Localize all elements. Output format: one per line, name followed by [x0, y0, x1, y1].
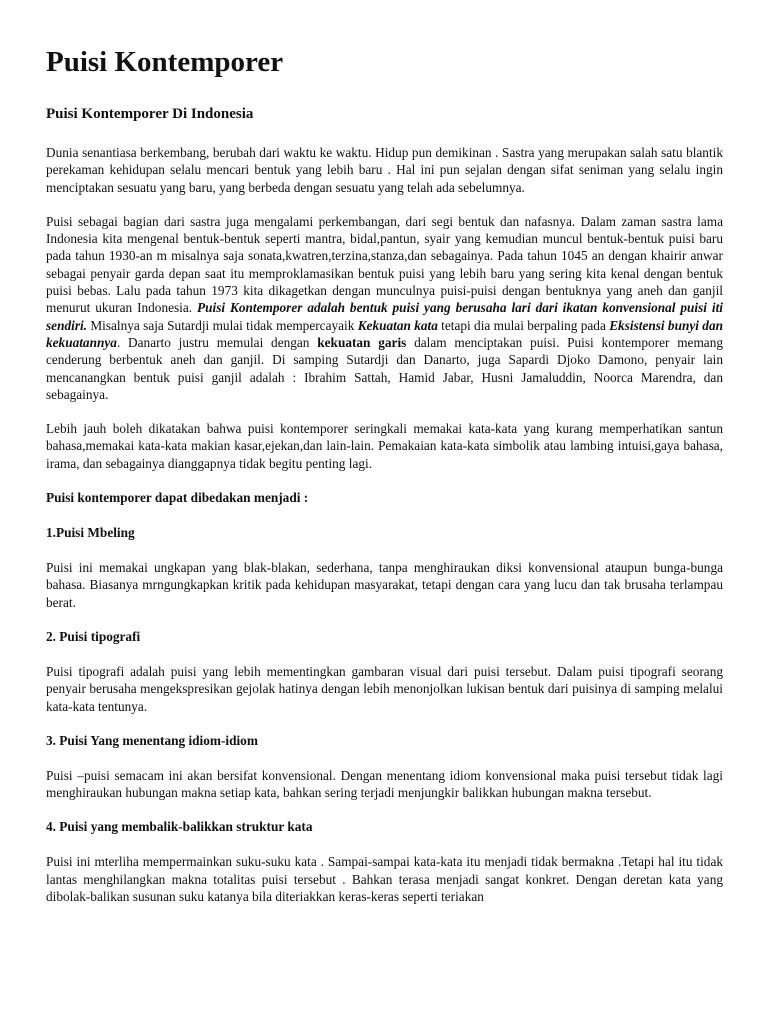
section-heading-struktur-kata: 4. Puisi yang membalik-balikkan struktur kata	[46, 819, 313, 835]
section-heading-tipografi: 2. Puisi tipografi	[46, 628, 141, 644]
paragraph-language: Lebih jauh boleh dikatakan bahwa puisi kontemporer seringkali memakai kata-kata yang kurang memperhatikan santun bahasa,memakai kata-kata makian kasar,ejekan,dan lain-lain. Pemakaian kata-kata simbolik atau lambing intuisi,gaya bahasa, irama, dan sebagainya dianggapnya tidak begitu penting lagi.	[46, 421, 723, 471]
page-title: Puisi Kontemporer	[46, 46, 284, 78]
paragraph-history-text-5: dalam menciptakan puisi. Puisi kontemporer memang cenderung berbentuk aneh dan ganjil. Di samping Sutardji dan Danarto, juga Sapardi Djoko Damono, penyair lain mencanangkan bentuk puisi ganjil adalah : Ibrahim Sattah, Hamid Jabar, Husni Jamaluddin, Noorca Marendra, dan sebagainya.	[46, 334, 723, 402]
section-text-idiom: Puisi –puisi semacam ini akan bersifat konvensional. Dengan menentang idiom konvensional maka puisi tersebut tidak lagi menghiraukan hubungan makna setiap kata, bahkan sering terjadi menjungkir balikkan hubungan makna tersebut.	[46, 767, 723, 801]
section-text-tipografi: Puisi tipografi adalah puisi yang lebih mementingkan gambaran visual dari puisi tersebut. Dalam puisi tipografi seorang penyair berusaha mengekspresikan gejolak hatinya dengan lebih menonjolkan lukisan bentuk dari puisinya di samping melalui kata-kata tentunya.	[46, 663, 723, 714]
section-text-mbeling: Puisi ini memakai ungkapan yang blak-blakan, sederhana, tanpa menghiraukan diksi konvensional ataupun bunga-bunga bahasa. Biasanya mrngungkapkan kritik pada kehidupan masyarakat, tetapi dengan cara yang lucu dan tak brusaha terlampau berat.	[46, 560, 723, 610]
paragraph-history-text-4: . Danarto justru memulai dengan	[116, 334, 318, 350]
paragraph-history-text-2: Misalnya saja Sutardji mulai tidak mempercayaik	[87, 317, 358, 333]
kekuatan-kata-emphasis: Kekuatan kata	[357, 317, 438, 333]
types-intro-heading: Puisi kontemporer dapat dibedakan menjadi :	[46, 490, 309, 506]
paragraph-intro: Dunia senantiasa berkembang, berubah dari waktu ke waktu. Hidup pun demikinan . Sastra yang merupakan salah satu blantik perekaman kehidupan selalu mencari bentuk yang lebih baru . Hal ini pun sejalan dengan sifat seniman yang selalu ingin menciptakan sesuatu yang baru, yang berbeda dengan sesuatu yang telah ada sebelumnya.	[46, 145, 723, 195]
section-text-struktur-kata: Puisi ini mterliha mempermainkan suku-suku kata . Sampai-sampai kata-kata itu menjadi tidak bermakna .Tetapi hal itu tidak lantas menghilangkan makna totalitas puisi tersebut . Bahkan terasa menjadi sangat konkret. Dengan deretan kata yang dibolak-balikan susunan suku katanya bila diteriakkan keras-keras seperti teriakan	[46, 854, 723, 905]
eksistensi-bunyi-emphasis: Eksistensi bunyi dan kekuatannya	[46, 317, 723, 350]
section-heading-idiom: 3. Puisi Yang menentang idiom-idiom	[46, 732, 258, 748]
paragraph-history	[46, 213, 723, 403]
definition-emphasis: Puisi Kontemporer adalah bentuk puisi yang berusaha lari dari ikatan konvensional puisi iti sendiri.	[46, 300, 723, 333]
section-heading-mbeling: 1.Puisi Mbeling	[46, 525, 135, 541]
kekuatan-garis-emphasis: kekuatan garis	[317, 334, 407, 350]
paragraph-history-text-3: tetapi dia mulai berpaling pada	[437, 317, 610, 333]
page-subtitle: Puisi Kontemporer Di Indonesia	[46, 106, 254, 122]
paragraph-history-text-1: Puisi sebagai bagian dari sastra juga mengalami perkembangan, dari segi bentuk dan nafasnya. Dalam zaman sastra lama Indonesia kita mengenal bentuk-bentuk seperti mantra, bidal,pantun, syair yang kemudian muncul bentuk-bentuk puisi baru pada tahun 1930-an m misalnya saja sonata,kwatren,terzina,stanza,dan sebagainya. Pada tahun 1045 an dengan khairir anwar sebagai penyair garda depan saat itu memproklamasikan bentuk puisi yang lebih baru yang sering kita kenal dengan bentuk puisi bebas. Lalu pada tahun 1973 kita dikagetkan dengan munculnya puisi-puisi dengan bentuknya yang aneh dan ganjil menurut ukuran Indonesia.	[46, 213, 723, 316]
